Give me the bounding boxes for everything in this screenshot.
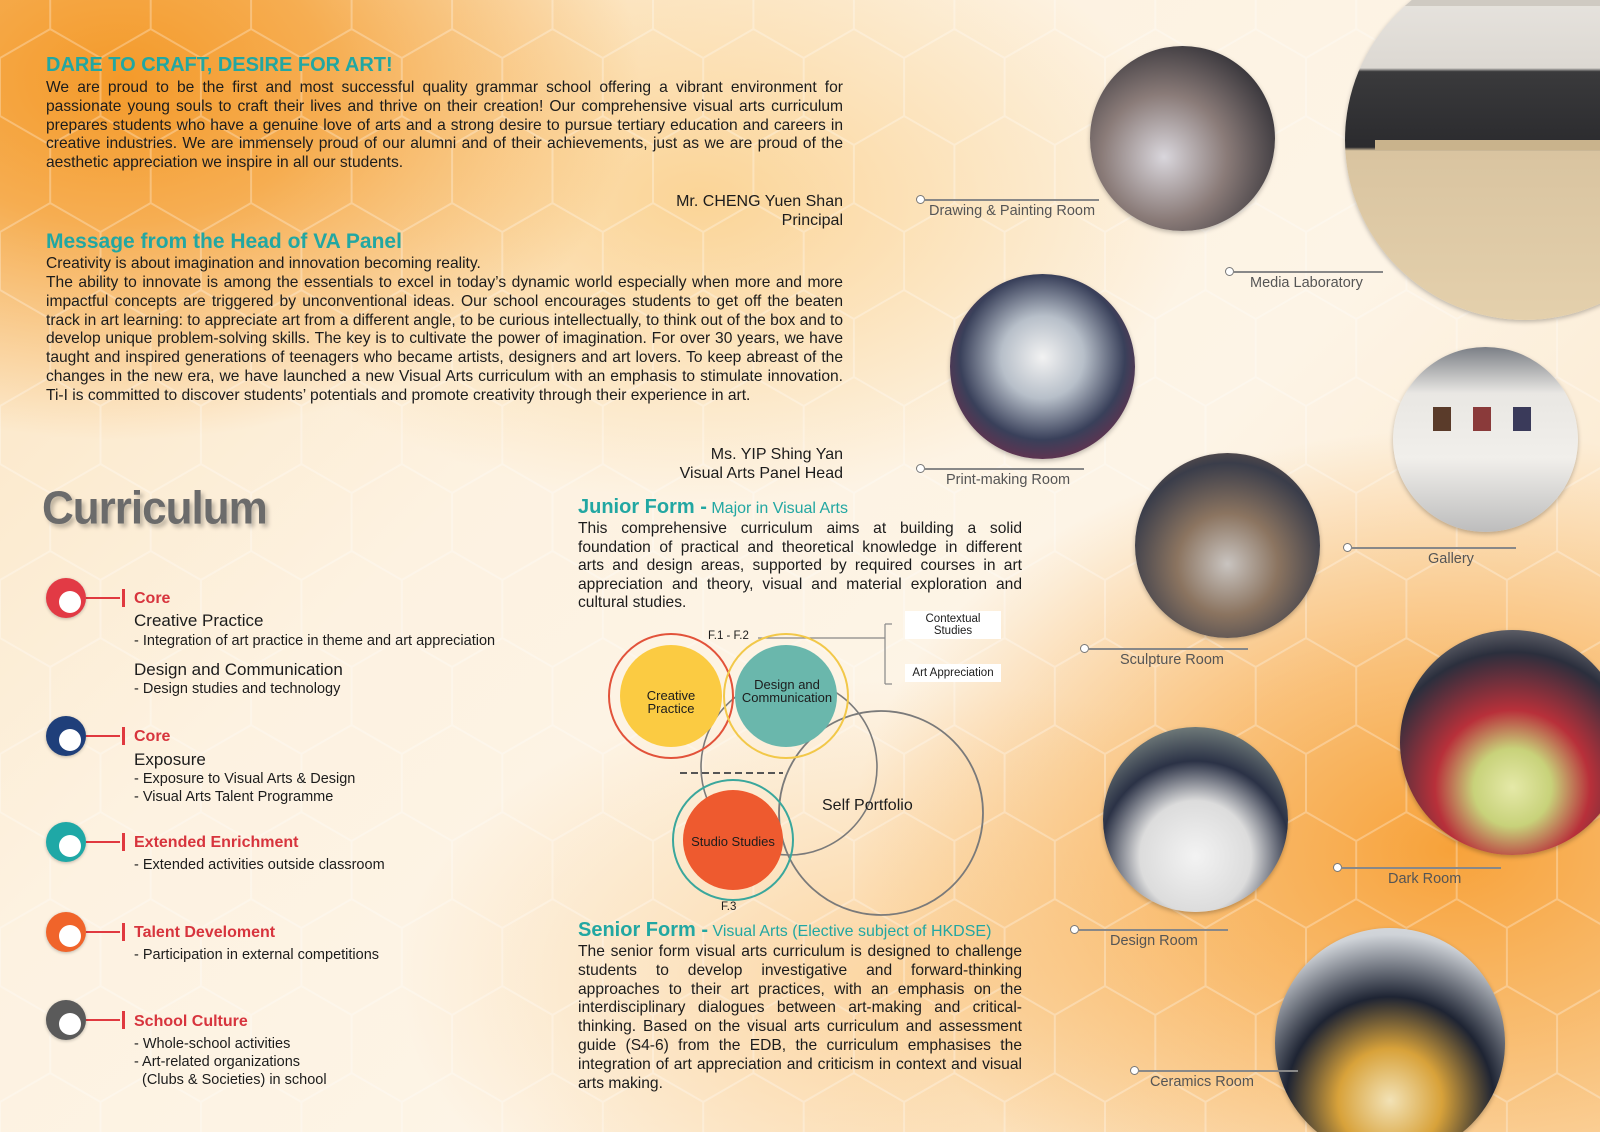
connector-line (1138, 1070, 1298, 1072)
principal-signature (560, 192, 843, 230)
message-line1: Creativity is about imagination and innovation becoming reality. (46, 255, 481, 272)
panel-head-name: Ms. YIP Shing Yan (710, 446, 843, 463)
room-label-gallery: Gallery (1428, 551, 1474, 567)
curriculum-item-1-desc1: - Integration of art practice in theme and art appreciation (134, 633, 496, 649)
connector-line (1233, 271, 1383, 273)
curriculum-title: Curriculum (42, 482, 267, 535)
room-label-print: Print-making Room (946, 472, 1071, 488)
message-heading: Message from the Head of VA Panel (46, 230, 402, 253)
room-label-design: Design Room (1110, 933, 1198, 949)
panel-head-signature (560, 445, 843, 483)
room-label-drawing: Drawing & Painting Room (929, 203, 1096, 219)
connector-line (924, 468, 1084, 470)
gallery-photo (1393, 347, 1578, 532)
curriculum-item-4-desc1: - Participation in external competitions (134, 947, 380, 963)
contextual-studies-label: Contextual Studies (905, 611, 1001, 639)
junior-body: This comprehensive curriculum aims at building a solid foundation of practical and theoretical knowledge in different arts and design areas, supported by required courses in art appreciation and theory, visual and material exploration and cultural studies. (578, 520, 1022, 612)
curriculum-item-1-title: Core (134, 590, 171, 607)
curriculum-item-3-title: Extended Enrichment (134, 834, 299, 851)
curriculum-item-3-desc1: - Extended activities outside classroom (134, 857, 385, 873)
curriculum-bullet-5 (46, 1000, 125, 1040)
junior-heading-row (578, 496, 848, 519)
room-label-ceramics: Ceramics Room (1150, 1074, 1254, 1090)
message-body: The ability to innovate is among the essentials to excel in today’s dynamic world especially when more and more impactful concepts are triggered by unconventional ideas. Our school encourages students to get off the beaten track in art learning: to appreciate art from a different angle, to be curious intellectually, to think out of the box and to develop unique problem-solving skills. The key is to cultivate the power of imagination. For over 30 years, we have taught and inspired generations of teenagers who became artists, designers and art lovers. To keep abreast of the changes in the new era, we have launched a new Visual Arts curriculum with an emphasis to stimulate innovation. Ti-I is committed to discover students’ potentials and promote creativity through their experience in art. (46, 274, 843, 404)
print-making-photo (950, 274, 1135, 459)
curriculum-bullet-1 (46, 578, 125, 618)
diagram-f3-label: F.3 (721, 901, 737, 913)
senior-body: The senior form visual arts curriculum is designed to challenge students to develop investigative and forward-thinking approaches to their art practices, with an emphasis on the interdisciplinary dialogues between art-making and critical-thinking. Based on the visual arts curriculum and assessment guide (S4-6) from the EDB, the curriculum emphasises the integration of art appreciation and criticism in context and visual arts making. (578, 943, 1022, 1092)
curriculum-item-4-title: Talent Develoment (134, 924, 276, 941)
bullet-circle-icon (46, 578, 86, 618)
curriculum-item-2-title: Core (134, 728, 171, 745)
drawing-painting-photo (1090, 46, 1275, 231)
art-appreciation-label: Art Appreciation (905, 664, 1001, 682)
curriculum-item-1-sub2: Design and Communication (134, 660, 343, 679)
principal-name: Mr. CHENG Yuen Shan (676, 193, 843, 210)
diagram-f12-label: F.1 - F.2 (708, 630, 749, 642)
curriculum-item-5-desc3: (Clubs & Societies) in school (142, 1072, 327, 1088)
connector-line (1078, 929, 1228, 931)
room-label-sculpture: Sculpture Room (1120, 652, 1224, 668)
connector-line (924, 199, 1099, 201)
creative-practice-label: Creative Practice (646, 688, 696, 716)
senior-heading: Senior Form - (578, 919, 709, 941)
studio-studies-label: Studio Studies (691, 834, 775, 849)
curriculum-item-2-desc1: - Exposure to Visual Arts & Design (134, 771, 356, 787)
sculpture-room-photo (1135, 453, 1320, 638)
intro-body: We are proud to be the first and most successful quality grammar school offering a vibrant environment for passionate young souls to craft their lives and thrive on their creation! Our comprehensive visual arts curriculum prepares students who have a genuine love of arts and a strong desire to pursue tertiary education and careers in creative industries. We are immensely proud of our alumni and of their achievements, just as we are proud of the aesthetic appreciation we inspire in all our students. (46, 79, 843, 172)
connector-line (1088, 648, 1248, 650)
room-label-dark: Dark Room (1388, 871, 1462, 887)
design-room-photo (1103, 727, 1288, 912)
bullet-circle-icon (46, 716, 86, 756)
intro-heading: DARE TO CRAFT, DESIRE FOR ART! (46, 54, 393, 76)
curriculum-item-5-desc2: - Art-related organizations (134, 1054, 301, 1070)
senior-heading-row (578, 919, 991, 942)
panel-head-role: Visual Arts Panel Head (679, 465, 843, 482)
senior-subheading: Visual Arts (Elective subject of HKDSE) (712, 923, 992, 940)
curriculum-item-2-desc2: - Visual Arts Talent Programme (134, 789, 334, 805)
junior-subheading: Major in Visual Arts (711, 500, 848, 517)
principal-role: Principal (781, 212, 843, 229)
curriculum-item-1-desc2: - Design studies and technology (134, 681, 341, 697)
curriculum-item-5-title: School Culture (134, 1013, 248, 1030)
curriculum-item-2-sub1: Exposure (134, 750, 206, 769)
connector-line (1351, 547, 1516, 549)
curriculum-bullet-3 (46, 822, 125, 862)
bullet-circle-icon (46, 822, 86, 862)
bullet-circle-icon (46, 1000, 86, 1040)
self-portfolio-label: Self Portfolio (822, 797, 913, 814)
curriculum-item-1-sub1: Creative Practice (134, 611, 264, 630)
curriculum-bullet-2 (46, 716, 125, 756)
curriculum-bullet-4 (46, 912, 125, 952)
design-communication-label: Design and Communication (741, 677, 833, 705)
room-label-media: Media Laboratory (1250, 275, 1363, 291)
connector-line (1341, 867, 1501, 869)
junior-heading: Junior Form - (578, 496, 707, 518)
bullet-circle-icon (46, 912, 86, 952)
curriculum-item-5-desc1: - Whole-school activities (134, 1036, 291, 1052)
